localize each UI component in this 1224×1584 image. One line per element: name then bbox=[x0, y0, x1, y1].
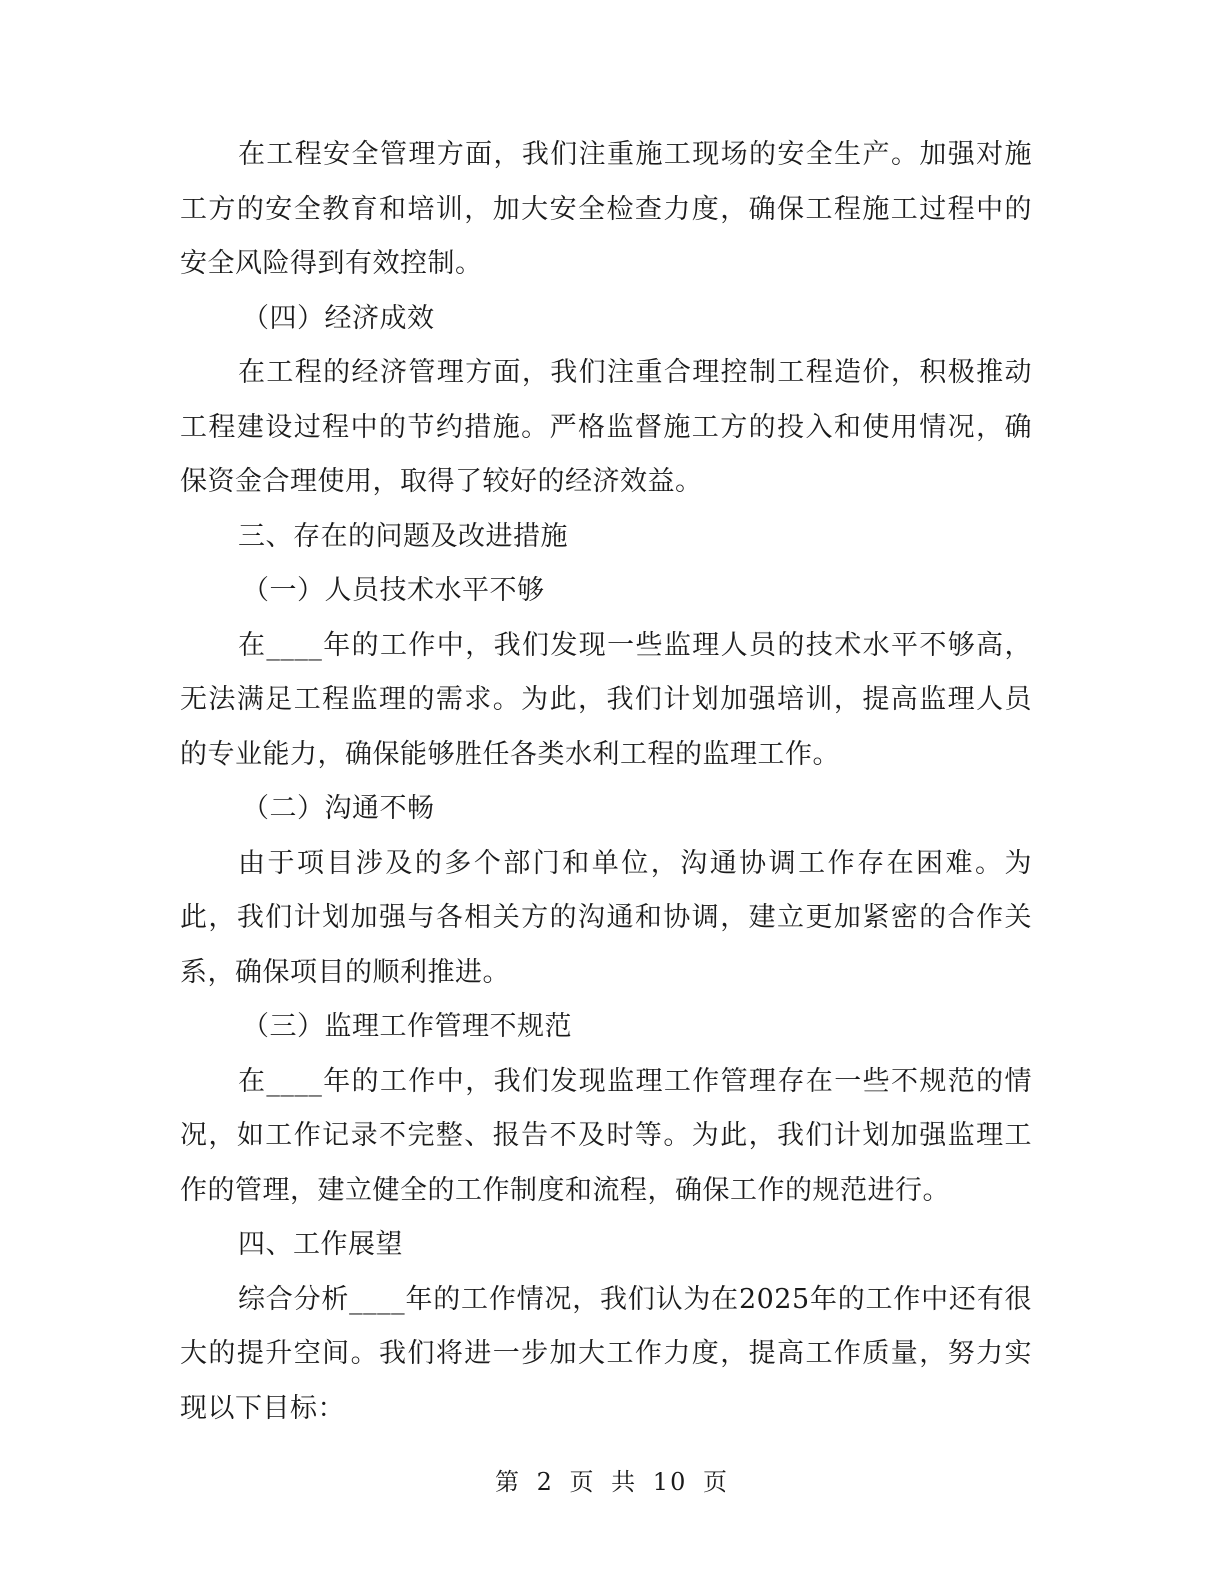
page-number-footer: 第 2 页 共 10 页 bbox=[495, 1468, 729, 1496]
section-heading-problems: 三、存在的问题及改进措施 bbox=[238, 520, 568, 552]
subheading-management-standards: （三）监理工作管理不规范 bbox=[242, 1011, 572, 1042]
paragraph-communication: 由于项目涉及的多个部门和单位，沟通协调工作存在困难。为此，我们计划加强与各相关方的沟通和协调，建立更加紧密的合作关系，确保项目的顺利推进。 bbox=[180, 847, 1032, 988]
paragraph-outlook: 综合分析____年的工作情况，我们认为在2025年的工作中还有很大的提升空间。我们将进一步加大工作力度，提高工作质量，努力实现以下目标： bbox=[180, 1283, 1032, 1424]
paragraph-economic-management: 在工程的经济管理方面，我们注重合理控制工程造价，积极推动工程建设过程中的节约措施。严格监督施工方的投入和使用情况，确保资金合理使用，取得了较好的经济效益。 bbox=[180, 357, 1032, 497]
subheading-staff-skill: （一）人员技术水平不够 bbox=[242, 575, 545, 606]
paragraph-staff-skill: 在____年的工作中，我们发现一些监理人员的技术水平不够高，无法满足工程监理的需求。为此，我们计划加强培训，提高监理人员的专业能力，确保能够胜任各类水利工程的监理工作。 bbox=[180, 629, 1032, 770]
subheading-economic-results: （四）经济成效 bbox=[242, 302, 435, 334]
section-heading-outlook: 四、工作展望 bbox=[238, 1229, 403, 1260]
paragraph-management-standards: 在____年的工作中，我们发现监理工作管理存在一些不规范的情况，如工作记录不完整、报告不及时等。为此，我们计划加强监理工作的管理，建立健全的工作制度和流程，确保工作的规范进行。 bbox=[180, 1065, 1032, 1206]
paragraph-safety-management: 在工程安全管理方面，我们注重施工现场的安全生产。加强对施工方的安全教育和培训，加大安全检查力度，确保工程施工过程中的安全风险得到有效控制。 bbox=[180, 139, 1032, 279]
document-body bbox=[180, 128, 1032, 1436]
subheading-communication: （二）沟通不畅 bbox=[242, 793, 435, 824]
